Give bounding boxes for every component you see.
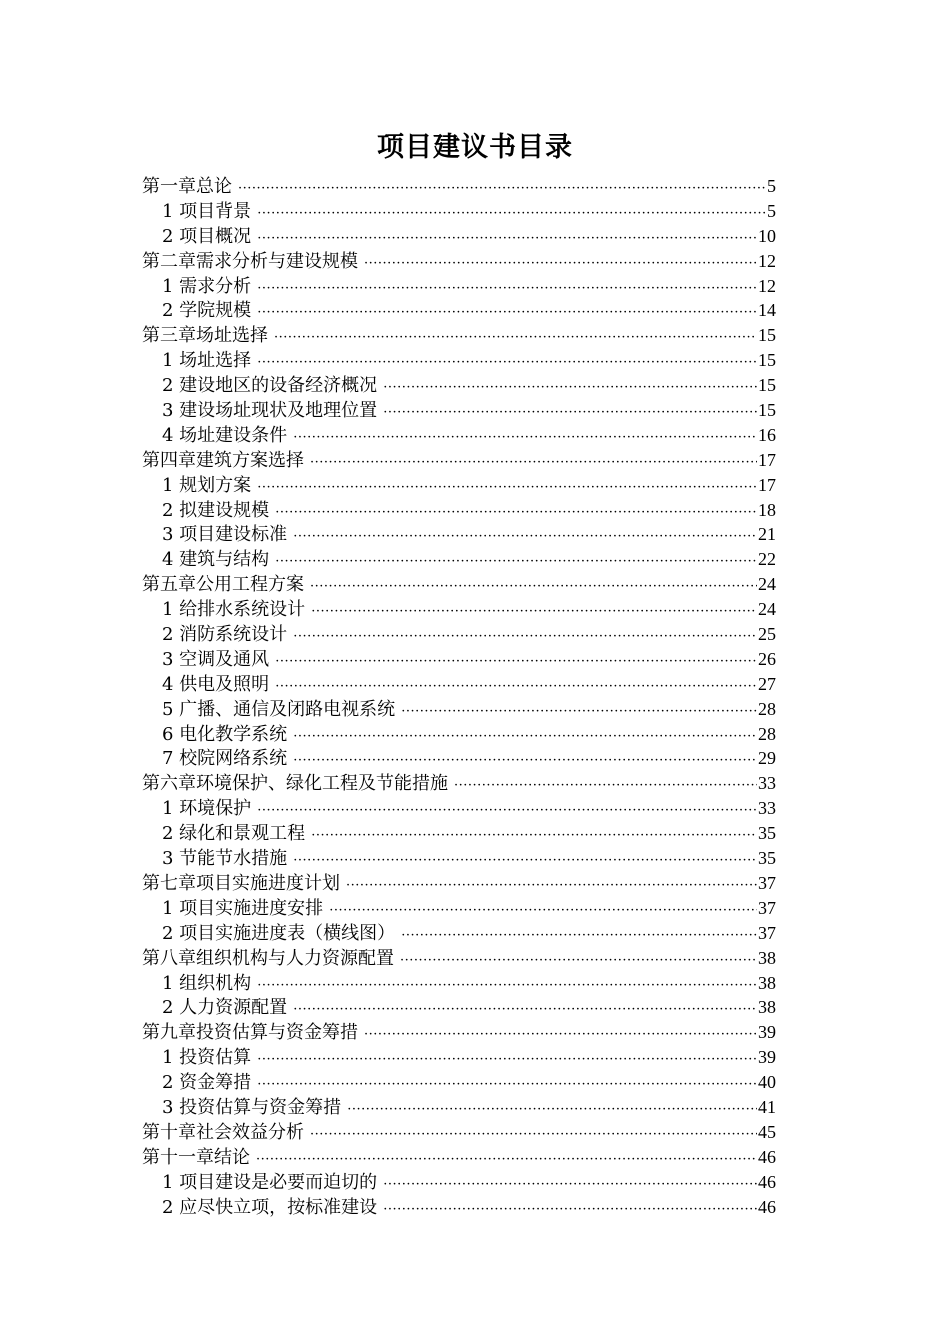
- table-of-contents: [142, 174, 776, 1219]
- toc-entry-page-number: 12: [758, 250, 776, 271]
- toc-entry-label: 2 项目实施进度表（横线图）: [162, 922, 396, 944]
- toc-entry-page-number: 28: [758, 698, 776, 719]
- toc-entry-page-number: 25: [758, 624, 776, 645]
- toc-entry-label: 1 规划方案: [162, 474, 252, 496]
- toc-entry-label: 4 建筑与结构: [162, 549, 270, 571]
- toc-entry-page-number: 38: [758, 972, 776, 993]
- toc-dot-leader: [257, 799, 757, 824]
- toc-entry-label: 3 投资估算与资金筹措: [162, 1096, 342, 1118]
- toc-dot-leader: [257, 227, 757, 252]
- toc-entry-label: 第四章建筑方案选择: [142, 449, 304, 471]
- toc-entry-page-number: 26: [758, 648, 776, 669]
- toc-entry-page-number: 14: [758, 300, 776, 321]
- toc-entry-page-number: 10: [758, 225, 776, 246]
- toc-entry-label: 第九章投资估算与资金筹措: [142, 1022, 358, 1044]
- toc-entry-page-number: 15: [758, 375, 776, 396]
- toc-entry-page-number: 38: [758, 947, 776, 968]
- toc-section-entry: [142, 971, 776, 996]
- toc-entry-label: 1 项目背景: [162, 200, 252, 222]
- toc-chapter-entry: [142, 946, 776, 971]
- toc-entry-page-number: 5: [767, 200, 776, 221]
- toc-entry-page-number: 33: [758, 773, 776, 794]
- toc-dot-leader: [401, 700, 757, 725]
- toc-dot-leader: [311, 600, 757, 625]
- toc-section-entry: [142, 1095, 776, 1120]
- toc-entry-label: 1 给排水系统设计: [162, 599, 306, 621]
- toc-dot-leader: [347, 1098, 757, 1123]
- toc-section-entry: [142, 622, 776, 647]
- toc-entry-page-number: 17: [758, 474, 776, 495]
- toc-section-entry: [142, 647, 776, 672]
- toc-entry-page-number: 45: [758, 1121, 776, 1142]
- toc-entry-page-number: 46: [758, 1146, 776, 1167]
- toc-entry-page-number: 33: [758, 798, 776, 819]
- toc-section-entry: [142, 274, 776, 299]
- toc-dot-leader: [293, 525, 757, 550]
- toc-chapter-entry: [142, 1020, 776, 1045]
- toc-entry-label: 2 消防系统设计: [162, 624, 288, 646]
- toc-section-entry: [142, 746, 776, 771]
- toc-chapter-entry: [142, 871, 776, 896]
- toc-entry-label: 1 场址选择: [162, 350, 252, 372]
- toc-entry-label: 第一章总论: [142, 176, 232, 197]
- toc-entry-label: 第八章组织机构与人力资源配置: [142, 947, 394, 969]
- toc-entry-label: 2 项目概况: [162, 225, 252, 247]
- toc-section-entry: [142, 423, 776, 448]
- toc-entry-page-number: 15: [758, 350, 776, 371]
- toc-entry-page-number: 46: [758, 1171, 776, 1192]
- toc-dot-leader: [364, 252, 757, 277]
- toc-entry-page-number: 28: [758, 723, 776, 744]
- toc-entry-page-number: 16: [758, 424, 776, 445]
- toc-entry-label: 1 投资估算: [162, 1047, 252, 1069]
- toc-chapter-entry: [142, 572, 776, 597]
- toc-section-entry: [142, 398, 776, 423]
- toc-chapter-entry: [142, 249, 776, 274]
- toc-entry-page-number: 27: [758, 673, 776, 694]
- toc-dot-leader: [257, 301, 757, 326]
- toc-section-entry: [142, 796, 776, 821]
- toc-entry-page-number: 39: [758, 1022, 776, 1043]
- toc-dot-leader: [401, 924, 757, 949]
- document-title: 项目建议书目录: [377, 132, 573, 163]
- toc-entry-label: 第六章环境保护、绿化工程及节能措施: [142, 773, 448, 795]
- toc-entry-label: 1 环境保护: [162, 798, 252, 820]
- toc-entry-page-number: 18: [758, 499, 776, 520]
- toc-section-entry: [142, 1070, 776, 1095]
- toc-section-entry: [142, 846, 776, 871]
- toc-section-entry: [142, 348, 776, 373]
- toc-dot-leader: [257, 1048, 757, 1073]
- toc-section-entry: [142, 995, 776, 1020]
- toc-section-entry: [142, 672, 776, 697]
- toc-entry-label: 第三章场址选择: [142, 325, 268, 347]
- toc-entry-page-number: 17: [758, 449, 776, 470]
- toc-entry-label: 3 节能节水措施: [162, 848, 288, 870]
- toc-dot-leader: [257, 1073, 757, 1098]
- toc-dot-leader: [364, 1023, 757, 1048]
- toc-dot-leader: [310, 575, 757, 600]
- toc-entry-page-number: 38: [758, 997, 776, 1018]
- toc-entry-label: 第十章社会效益分析: [142, 1121, 304, 1143]
- toc-dot-leader: [257, 476, 757, 501]
- toc-entry-label: 第五章公用工程方案: [142, 574, 304, 596]
- toc-chapter-entry: [142, 174, 776, 199]
- toc-entry-label: 3 项目建设标准: [162, 524, 288, 546]
- toc-section-entry: [142, 597, 776, 622]
- toc-entry-page-number: 41: [758, 1096, 776, 1117]
- toc-chapter-entry: [142, 323, 776, 348]
- toc-entry-label: 4 场址建设条件: [162, 424, 288, 446]
- toc-entry-label: 2 人力资源配置: [162, 997, 288, 1019]
- toc-entry-label: 1 需求分析: [162, 275, 252, 297]
- toc-dot-leader: [311, 824, 757, 849]
- toc-dot-leader: [257, 277, 757, 302]
- toc-entry-page-number: 35: [758, 823, 776, 844]
- toc-dot-leader: [329, 899, 757, 924]
- toc-entry-page-number: 46: [758, 1196, 776, 1217]
- toc-section-entry: [142, 498, 776, 523]
- toc-section-entry: [142, 697, 776, 722]
- toc-entry-label: 4 供电及照明: [162, 673, 270, 695]
- toc-chapter-entry: [142, 448, 776, 473]
- toc-entry-page-number: 21: [758, 524, 776, 545]
- toc-entry-page-number: 24: [758, 574, 776, 595]
- toc-dot-leader: [257, 351, 757, 376]
- toc-section-entry: [142, 1170, 776, 1195]
- toc-entry-label: 3 空调及通风: [162, 648, 270, 670]
- toc-entry-label: 1 组织机构: [162, 972, 252, 994]
- toc-entry-label: 5 广播、通信及闭路电视系统: [162, 698, 396, 720]
- toc-entry-label: 1 项目实施进度安排: [162, 897, 324, 919]
- toc-entry-label: 第二章需求分析与建设规模: [142, 250, 358, 272]
- toc-dot-leader: [274, 326, 757, 351]
- toc-section-entry: [142, 821, 776, 846]
- toc-entry-label: 7 校院网络系统: [162, 748, 288, 770]
- toc-dot-leader: [293, 849, 757, 874]
- toc-dot-leader: [310, 1123, 757, 1148]
- toc-dot-leader: [293, 749, 757, 774]
- toc-section-entry: [142, 373, 776, 398]
- toc-dot-leader: [238, 177, 766, 202]
- toc-section-entry: [142, 547, 776, 572]
- toc-dot-leader: [383, 401, 757, 426]
- toc-dot-leader: [275, 675, 757, 700]
- toc-dot-leader: [256, 1148, 757, 1173]
- toc-section-entry: [142, 298, 776, 323]
- toc-entry-label: 2 拟建设规模: [162, 499, 270, 521]
- toc-entry-page-number: 39: [758, 1047, 776, 1068]
- toc-dot-leader: [400, 949, 757, 974]
- toc-section-entry: [142, 1045, 776, 1070]
- toc-entry-label: 2 绿化和景观工程: [162, 823, 306, 845]
- toc-section-entry: [142, 1195, 776, 1220]
- toc-entry-page-number: 15: [758, 400, 776, 421]
- toc-entry-label: 3 建设场址现状及地理位置: [162, 400, 378, 422]
- toc-entry-label: 2 学院规模: [162, 300, 252, 322]
- toc-entry-label: 6 电化教学系统: [162, 723, 288, 745]
- toc-dot-leader: [310, 451, 757, 476]
- toc-entry-label: 1 项目建设是必要而迫切的: [162, 1171, 378, 1193]
- toc-entry-label: 2 应尽快立项，按标准建设: [162, 1196, 378, 1218]
- toc-section-entry: [142, 199, 776, 224]
- toc-entry-page-number: 37: [758, 922, 776, 943]
- toc-dot-leader: [383, 1173, 757, 1198]
- toc-dot-leader: [383, 1198, 757, 1223]
- toc-chapter-entry: [142, 771, 776, 796]
- toc-entry-page-number: 37: [758, 872, 776, 893]
- toc-dot-leader: [257, 974, 757, 999]
- toc-dot-leader: [257, 202, 766, 227]
- toc-dot-leader: [346, 874, 757, 899]
- toc-entry-page-number: 24: [758, 599, 776, 620]
- toc-section-entry: [142, 722, 776, 747]
- toc-entry-page-number: 29: [758, 748, 776, 769]
- toc-entry-page-number: 37: [758, 897, 776, 918]
- toc-entry-page-number: 15: [758, 325, 776, 346]
- toc-dot-leader: [275, 650, 757, 675]
- toc-dot-leader: [275, 550, 757, 575]
- toc-dot-leader: [454, 774, 757, 799]
- toc-entry-label: 第七章项目实施进度计划: [142, 872, 340, 894]
- toc-entry-page-number: 40: [758, 1072, 776, 1093]
- toc-entry-page-number: 12: [758, 275, 776, 296]
- toc-entry-page-number: 22: [758, 549, 776, 570]
- toc-chapter-entry: [142, 1145, 776, 1170]
- toc-entry-label: 2 建设地区的设备经济概况: [162, 375, 378, 397]
- toc-dot-leader: [293, 998, 757, 1023]
- toc-entry-page-number: 35: [758, 848, 776, 869]
- toc-entry-page-number: 5: [767, 176, 776, 196]
- toc-entry-label: 2 资金筹措: [162, 1072, 252, 1094]
- toc-dot-leader: [293, 725, 757, 750]
- toc-dot-leader: [293, 426, 757, 451]
- toc-dot-leader: [383, 376, 757, 401]
- toc-section-entry: [142, 522, 776, 547]
- toc-dot-leader: [275, 501, 757, 526]
- toc-section-entry: [142, 473, 776, 498]
- toc-chapter-entry: [142, 1120, 776, 1145]
- toc-entry-label: 第十一章结论: [142, 1146, 250, 1168]
- toc-section-entry: [142, 896, 776, 921]
- toc-dot-leader: [293, 625, 757, 650]
- toc-section-entry: [142, 921, 776, 946]
- toc-section-entry: [142, 224, 776, 249]
